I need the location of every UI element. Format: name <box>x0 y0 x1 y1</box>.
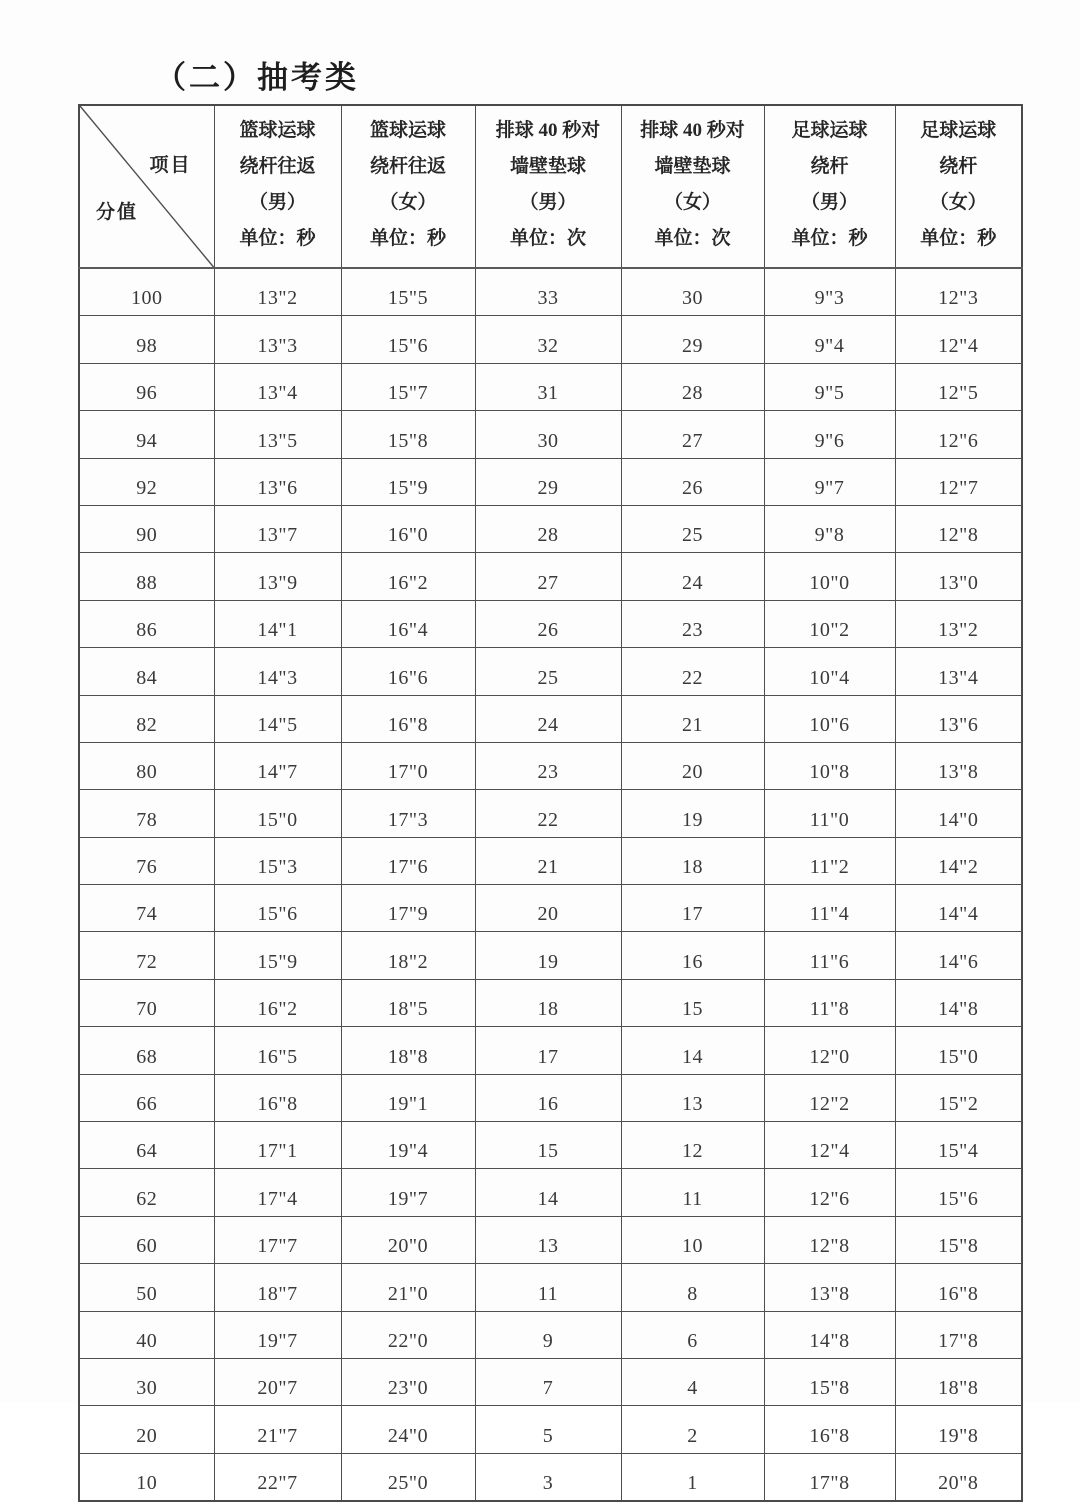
value-cell-football-female: 13"2 <box>895 600 1022 647</box>
value-cell-basketball-male: 13"6 <box>214 458 341 505</box>
value-cell-basketball-female: 22"0 <box>341 1311 475 1358</box>
value-cell-volleyball-female: 13 <box>621 1074 764 1121</box>
table-row <box>79 979 1022 1026</box>
header-line: 墙壁垫球 <box>509 155 586 177</box>
header-row <box>79 105 1022 268</box>
header-line: 单位：秒 <box>791 227 868 249</box>
value-cell-basketball-female: 15"6 <box>341 316 475 363</box>
value-cell-football-male: 12"6 <box>764 1169 895 1216</box>
value-cell-football-female: 12"8 <box>895 505 1022 552</box>
value-cell-football-male: 12"2 <box>764 1074 895 1121</box>
corner-label-score: 分值 <box>96 202 139 223</box>
header-line: 足球运球 <box>920 119 997 141</box>
score-cell: 72 <box>79 932 214 979</box>
value-cell-basketball-male: 22"7 <box>214 1453 341 1501</box>
value-cell-basketball-male: 16"8 <box>214 1074 341 1121</box>
value-cell-basketball-male: 14"7 <box>214 742 341 789</box>
value-cell-football-male: 11"0 <box>764 790 895 837</box>
score-cell: 10 <box>79 1453 214 1501</box>
table-row <box>79 932 1022 979</box>
value-cell-volleyball-male: 11 <box>475 1264 621 1311</box>
value-cell-basketball-female: 18"8 <box>341 1027 475 1074</box>
value-cell-basketball-male: 17"7 <box>214 1216 341 1263</box>
score-cell: 84 <box>79 648 214 695</box>
value-cell-football-male: 10"8 <box>764 742 895 789</box>
value-cell-football-female: 12"6 <box>895 411 1022 458</box>
value-cell-basketball-female: 21"0 <box>341 1264 475 1311</box>
value-cell-basketball-female: 15"5 <box>341 268 475 316</box>
table-row <box>79 600 1022 647</box>
value-cell-volleyball-female: 18 <box>621 837 764 884</box>
value-cell-football-male: 9"3 <box>764 268 895 316</box>
value-cell-volleyball-male: 9 <box>475 1311 621 1358</box>
value-cell-football-male: 10"4 <box>764 648 895 695</box>
value-cell-volleyball-male: 7 <box>475 1358 621 1405</box>
value-cell-volleyball-male: 16 <box>475 1074 621 1121</box>
value-cell-volleyball-male: 17 <box>475 1027 621 1074</box>
value-cell-basketball-female: 18"2 <box>341 932 475 979</box>
value-cell-volleyball-male: 18 <box>475 979 621 1026</box>
score-cell: 88 <box>79 553 214 600</box>
score-cell: 68 <box>79 1027 214 1074</box>
score-cell: 80 <box>79 742 214 789</box>
table-row <box>79 648 1022 695</box>
value-cell-football-male: 12"8 <box>764 1216 895 1263</box>
score-cell: 64 <box>79 1122 214 1169</box>
table-row <box>79 1453 1022 1501</box>
corner-label-item: 项目 <box>149 155 192 176</box>
value-cell-football-male: 9"4 <box>764 316 895 363</box>
value-cell-basketball-male: 14"1 <box>214 600 341 647</box>
column-header-volleyball-male <box>475 105 621 268</box>
value-cell-football-female: 19"8 <box>895 1406 1022 1453</box>
header-line: 排球 40 秒对 <box>495 119 601 141</box>
score-cell: 86 <box>79 600 214 647</box>
score-cell: 20 <box>79 1406 214 1453</box>
header-line: 单位：秒 <box>920 227 997 249</box>
value-cell-football-male: 17"8 <box>764 1453 895 1501</box>
value-cell-volleyball-female: 10 <box>621 1216 764 1263</box>
value-cell-football-male: 9"6 <box>764 411 895 458</box>
header-line: （男） <box>800 191 858 213</box>
value-cell-volleyball-female: 21 <box>621 695 764 742</box>
score-table <box>78 104 1023 1502</box>
value-cell-basketball-female: 17"6 <box>341 837 475 884</box>
table-row <box>79 411 1022 458</box>
value-cell-basketball-female: 19"7 <box>341 1169 475 1216</box>
value-cell-basketball-male: 20"7 <box>214 1358 341 1405</box>
value-cell-volleyball-female: 19 <box>621 790 764 837</box>
score-cell: 62 <box>79 1169 214 1216</box>
value-cell-volleyball-male: 27 <box>475 553 621 600</box>
value-cell-football-female: 15"4 <box>895 1122 1022 1169</box>
value-cell-basketball-female: 16"8 <box>341 695 475 742</box>
value-cell-volleyball-male: 31 <box>475 363 621 410</box>
table-row <box>79 837 1022 884</box>
value-cell-volleyball-male: 14 <box>475 1169 621 1216</box>
value-cell-volleyball-female: 17 <box>621 885 764 932</box>
value-cell-basketball-male: 13"5 <box>214 411 341 458</box>
score-cell: 94 <box>79 411 214 458</box>
value-cell-volleyball-female: 23 <box>621 600 764 647</box>
value-cell-volleyball-male: 33 <box>475 268 621 316</box>
value-cell-volleyball-female: 29 <box>621 316 764 363</box>
score-cell: 50 <box>79 1264 214 1311</box>
value-cell-football-male: 9"7 <box>764 458 895 505</box>
value-cell-basketball-male: 14"5 <box>214 695 341 742</box>
value-cell-volleyball-female: 22 <box>621 648 764 695</box>
value-cell-basketball-male: 15"0 <box>214 790 341 837</box>
score-cell: 96 <box>79 363 214 410</box>
score-cell: 30 <box>79 1358 214 1405</box>
table-row <box>79 885 1022 932</box>
value-cell-basketball-female: 16"4 <box>341 600 475 647</box>
value-cell-football-female: 16"8 <box>895 1264 1022 1311</box>
table-row <box>79 1027 1022 1074</box>
value-cell-basketball-female: 17"9 <box>341 885 475 932</box>
value-cell-football-female: 14"2 <box>895 837 1022 884</box>
header-line: 单位：次 <box>654 227 731 249</box>
value-cell-volleyball-female: 4 <box>621 1358 764 1405</box>
value-cell-football-female: 18"8 <box>895 1358 1022 1405</box>
value-cell-football-male: 10"2 <box>764 600 895 647</box>
value-cell-football-male: 12"4 <box>764 1122 895 1169</box>
value-cell-football-female: 15"2 <box>895 1074 1022 1121</box>
value-cell-football-female: 12"5 <box>895 363 1022 410</box>
header-line: （女） <box>929 191 987 213</box>
value-cell-football-male: 10"6 <box>764 695 895 742</box>
value-cell-football-female: 13"8 <box>895 742 1022 789</box>
value-cell-volleyball-female: 25 <box>621 505 764 552</box>
score-cell: 76 <box>79 837 214 884</box>
value-cell-volleyball-male: 15 <box>475 1122 621 1169</box>
value-cell-volleyball-female: 1 <box>621 1453 764 1501</box>
value-cell-basketball-male: 21"7 <box>214 1406 341 1453</box>
header-line: 绕杆往返 <box>239 155 316 177</box>
header-line: （女） <box>379 191 437 213</box>
value-cell-volleyball-male: 25 <box>475 648 621 695</box>
score-cell: 74 <box>79 885 214 932</box>
value-cell-volleyball-male: 21 <box>475 837 621 884</box>
table-row <box>79 1406 1022 1453</box>
value-cell-volleyball-male: 13 <box>475 1216 621 1263</box>
value-cell-football-male: 12"0 <box>764 1027 895 1074</box>
value-cell-football-female: 14"4 <box>895 885 1022 932</box>
value-cell-basketball-male: 14"3 <box>214 648 341 695</box>
value-cell-football-male: 10"0 <box>764 553 895 600</box>
value-cell-basketball-female: 20"0 <box>341 1216 475 1263</box>
value-cell-basketball-male: 19"7 <box>214 1311 341 1358</box>
value-cell-football-female: 15"8 <box>895 1216 1022 1263</box>
value-cell-volleyball-female: 11 <box>621 1169 764 1216</box>
value-cell-basketball-female: 17"3 <box>341 790 475 837</box>
value-cell-football-female: 13"0 <box>895 553 1022 600</box>
value-cell-volleyball-female: 12 <box>621 1122 764 1169</box>
value-cell-volleyball-female: 26 <box>621 458 764 505</box>
table-body <box>79 268 1022 1501</box>
value-cell-football-female: 14"0 <box>895 790 1022 837</box>
value-cell-volleyball-female: 30 <box>621 268 764 316</box>
table-row <box>79 1122 1022 1169</box>
value-cell-basketball-male: 15"6 <box>214 885 341 932</box>
value-cell-volleyball-male: 28 <box>475 505 621 552</box>
value-cell-volleyball-female: 27 <box>621 411 764 458</box>
diagonal-line <box>80 106 214 267</box>
value-cell-basketball-female: 16"0 <box>341 505 475 552</box>
header-line: 绕杆 <box>939 155 978 177</box>
table-row <box>79 1264 1022 1311</box>
value-cell-basketball-male: 16"5 <box>214 1027 341 1074</box>
value-cell-football-female: 13"6 <box>895 695 1022 742</box>
value-cell-football-female: 13"4 <box>895 648 1022 695</box>
value-cell-volleyball-male: 32 <box>475 316 621 363</box>
score-cell: 78 <box>79 790 214 837</box>
value-cell-football-female: 15"6 <box>895 1169 1022 1216</box>
value-cell-football-male: 9"8 <box>764 505 895 552</box>
value-cell-basketball-male: 15"3 <box>214 837 341 884</box>
value-cell-basketball-male: 17"4 <box>214 1169 341 1216</box>
value-cell-volleyball-female: 8 <box>621 1264 764 1311</box>
value-cell-volleyball-male: 29 <box>475 458 621 505</box>
value-cell-volleyball-male: 23 <box>475 742 621 789</box>
value-cell-basketball-female: 16"2 <box>341 553 475 600</box>
value-cell-volleyball-female: 6 <box>621 1311 764 1358</box>
header-line: 单位：秒 <box>239 227 316 249</box>
value-cell-football-male: 13"8 <box>764 1264 895 1311</box>
score-cell: 98 <box>79 316 214 363</box>
value-cell-volleyball-male: 22 <box>475 790 621 837</box>
value-cell-football-male: 11"8 <box>764 979 895 1026</box>
score-cell: 40 <box>79 1311 214 1358</box>
value-cell-volleyball-female: 2 <box>621 1406 764 1453</box>
value-cell-basketball-female: 19"1 <box>341 1074 475 1121</box>
value-cell-volleyball-male: 24 <box>475 695 621 742</box>
value-cell-basketball-male: 13"2 <box>214 268 341 316</box>
header-line: 篮球运球 <box>239 119 316 141</box>
column-header-basketball-male <box>214 105 341 268</box>
value-cell-basketball-male: 13"4 <box>214 363 341 410</box>
header-line: 排球 40 秒对 <box>640 119 745 141</box>
score-cell: 70 <box>79 979 214 1026</box>
value-cell-volleyball-male: 20 <box>475 885 621 932</box>
table-row <box>79 790 1022 837</box>
value-cell-basketball-male: 13"7 <box>214 505 341 552</box>
table-row <box>79 1216 1022 1263</box>
column-header-basketball-female <box>341 105 475 268</box>
value-cell-football-female: 15"0 <box>895 1027 1022 1074</box>
value-cell-volleyball-male: 3 <box>475 1453 621 1501</box>
value-cell-basketball-male: 13"9 <box>214 553 341 600</box>
value-cell-basketball-female: 15"9 <box>341 458 475 505</box>
value-cell-basketball-female: 17"0 <box>341 742 475 789</box>
table-row <box>79 316 1022 363</box>
value-cell-volleyball-female: 20 <box>621 742 764 789</box>
value-cell-basketball-male: 16"2 <box>214 979 341 1026</box>
table-row <box>79 695 1022 742</box>
value-cell-football-male: 16"8 <box>764 1406 895 1453</box>
header-line: 单位：秒 <box>369 227 446 249</box>
value-cell-football-female: 12"7 <box>895 458 1022 505</box>
value-cell-basketball-male: 18"7 <box>214 1264 341 1311</box>
value-cell-basketball-female: 25"0 <box>341 1453 475 1501</box>
table-row <box>79 1169 1022 1216</box>
table-row <box>79 1358 1022 1405</box>
score-cell: 100 <box>79 268 214 316</box>
diagonal-header-cell <box>79 105 214 268</box>
section-title: （二）抽考类 <box>155 60 359 95</box>
value-cell-volleyball-male: 30 <box>475 411 621 458</box>
table-row <box>79 458 1022 505</box>
column-header-volleyball-female <box>621 105 764 268</box>
table-row <box>79 1311 1022 1358</box>
value-cell-volleyball-female: 28 <box>621 363 764 410</box>
header-line: 绕杆 <box>810 155 849 177</box>
value-cell-football-female: 14"6 <box>895 932 1022 979</box>
value-cell-volleyball-male: 5 <box>475 1406 621 1453</box>
value-cell-football-male: 11"6 <box>764 932 895 979</box>
table-row <box>79 505 1022 552</box>
value-cell-basketball-female: 15"8 <box>341 411 475 458</box>
value-cell-volleyball-female: 16 <box>621 932 764 979</box>
table-row <box>79 268 1022 316</box>
table-row <box>79 363 1022 410</box>
header-line: 墙壁垫球 <box>654 155 731 177</box>
value-cell-football-male: 9"5 <box>764 363 895 410</box>
table-row <box>79 553 1022 600</box>
header-line: （男） <box>519 191 577 213</box>
header-line: 足球运球 <box>791 119 868 141</box>
value-cell-football-female: 20"8 <box>895 1453 1022 1501</box>
score-cell: 90 <box>79 505 214 552</box>
value-cell-football-male: 15"8 <box>764 1358 895 1405</box>
table-row <box>79 1074 1022 1121</box>
column-header-football-male <box>764 105 895 268</box>
value-cell-volleyball-female: 14 <box>621 1027 764 1074</box>
value-cell-football-female: 12"3 <box>895 268 1022 316</box>
value-cell-basketball-female: 15"7 <box>341 363 475 410</box>
score-cell: 92 <box>79 458 214 505</box>
value-cell-volleyball-male: 19 <box>475 932 621 979</box>
value-cell-football-male: 11"4 <box>764 885 895 932</box>
value-cell-basketball-female: 19"4 <box>341 1122 475 1169</box>
value-cell-basketball-female: 18"5 <box>341 979 475 1026</box>
header-line: （男） <box>248 191 306 213</box>
header-line: 篮球运球 <box>369 119 446 141</box>
value-cell-volleyball-male: 26 <box>475 600 621 647</box>
value-cell-football-male: 11"2 <box>764 837 895 884</box>
value-cell-basketball-male: 15"9 <box>214 932 341 979</box>
value-cell-football-female: 12"4 <box>895 316 1022 363</box>
table-row <box>79 742 1022 789</box>
column-header-football-female <box>895 105 1022 268</box>
value-cell-volleyball-female: 24 <box>621 553 764 600</box>
header-line: 单位：次 <box>509 227 586 249</box>
value-cell-basketball-female: 16"6 <box>341 648 475 695</box>
score-cell: 66 <box>79 1074 214 1121</box>
value-cell-basketball-male: 17"1 <box>214 1122 341 1169</box>
value-cell-football-female: 17"8 <box>895 1311 1022 1358</box>
score-cell: 60 <box>79 1216 214 1263</box>
value-cell-basketball-female: 24"0 <box>341 1406 475 1453</box>
value-cell-football-male: 14"8 <box>764 1311 895 1358</box>
value-cell-basketball-male: 13"3 <box>214 316 341 363</box>
value-cell-volleyball-female: 15 <box>621 979 764 1026</box>
header-line: 绕杆往返 <box>369 155 446 177</box>
header-line: （女） <box>663 191 721 213</box>
value-cell-football-female: 14"8 <box>895 979 1022 1026</box>
value-cell-basketball-female: 23"0 <box>341 1358 475 1405</box>
score-cell: 82 <box>79 695 214 742</box>
